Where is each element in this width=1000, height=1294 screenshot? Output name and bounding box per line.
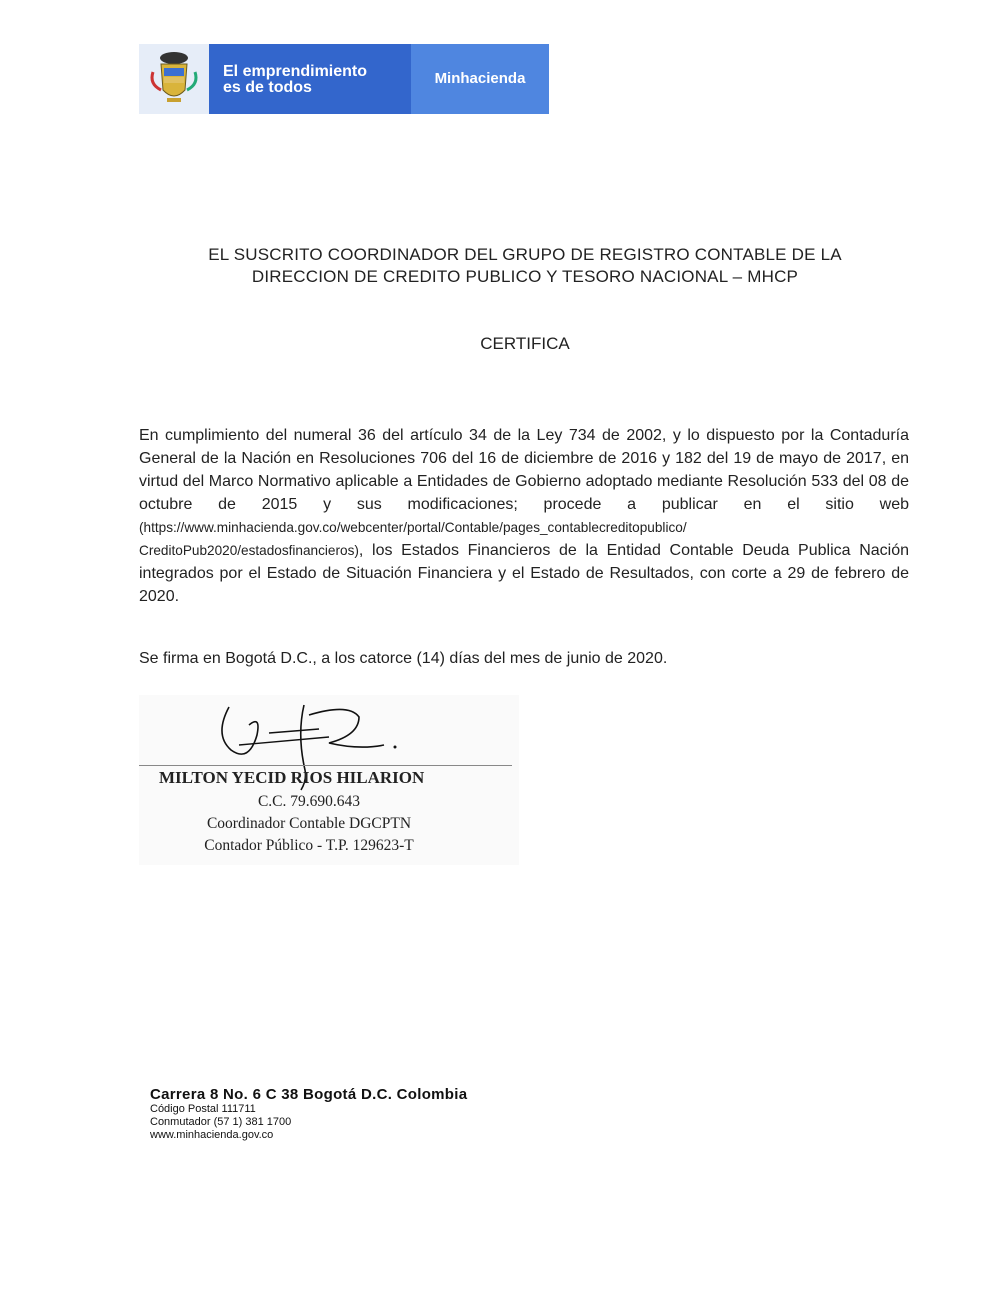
signed-place-date: Se firma en Bogotá D.C., a los catorce (14) días del mes de junio de 2020. xyxy=(139,650,668,667)
signature-block xyxy=(139,695,519,865)
signer-name: MILTON YECID RIOS HILARION xyxy=(159,768,425,787)
certification-body xyxy=(139,424,909,608)
body-part-1: En cumplimiento del numeral 36 del artículo 34 de la Ley 734 de 2002, y lo dispuesto por la Contaduría General de la Nación en Resoluciones 706 del 16 de diciembre de 2016 y 182 del 19 de mayo de 2017, en virtud del Marco Normativo aplicable a Entidades de Gobierno adoptado mediante Resolución 533 del 08 de octubre de 2015 y sus modificaciones; procede a publicar en el sitio web xyxy=(139,427,909,513)
brand-box xyxy=(411,44,549,114)
signer-details xyxy=(139,791,479,857)
signer-id: C.C. 79.690.643 xyxy=(257,793,361,810)
signer-role: Coordinador Contable DGCPTN xyxy=(206,815,412,832)
slogan-line-1: El emprendimiento xyxy=(223,63,368,80)
footer xyxy=(150,1086,467,1142)
signature-line xyxy=(139,765,512,766)
footer-phone: Conmutador (57 1) 381 1700 xyxy=(150,1116,292,1128)
signer-title: Contador Público - T.P. 129623-T xyxy=(204,837,414,854)
footer-postal: Código Postal 111711 xyxy=(150,1103,256,1115)
slogan-box xyxy=(209,44,411,114)
coat-of-arms-logo xyxy=(139,44,209,114)
footer-web: www.minhacienda.gov.co xyxy=(150,1129,274,1141)
header-banner xyxy=(139,44,549,114)
certifica-title: CERTIFICA xyxy=(480,334,570,353)
heading-line-2: DIRECCION DE CREDITO PUBLICO Y TESORO NACIONAL – MHCP xyxy=(251,267,799,286)
slogan xyxy=(223,64,367,96)
body-url: (https://www.minhacienda.gov.co/webcenter/portal/Contable/pages_contablecreditopublico/ CreditoPub2020/estadosfinancieros) xyxy=(139,520,687,558)
footer-address: Carrera 8 No. 6 C 38 Bogotá D.C. Colombia xyxy=(150,1086,468,1103)
brand-name: Minhacienda xyxy=(434,70,526,87)
slogan-line-2: es de todos xyxy=(223,79,312,96)
document-heading xyxy=(140,244,910,288)
heading-line-1: EL SUSCRITO COORDINADOR DEL GRUPO DE REGISTRO CONTABLE DE LA xyxy=(208,245,842,264)
body-part-2: , los Estados Financieros de la Entidad Contable Deuda Publica Nación integrados por el Estado de Situación Financiera y el Estado de Resultados, con corte a 29 de febrero de 2020. xyxy=(139,542,909,605)
